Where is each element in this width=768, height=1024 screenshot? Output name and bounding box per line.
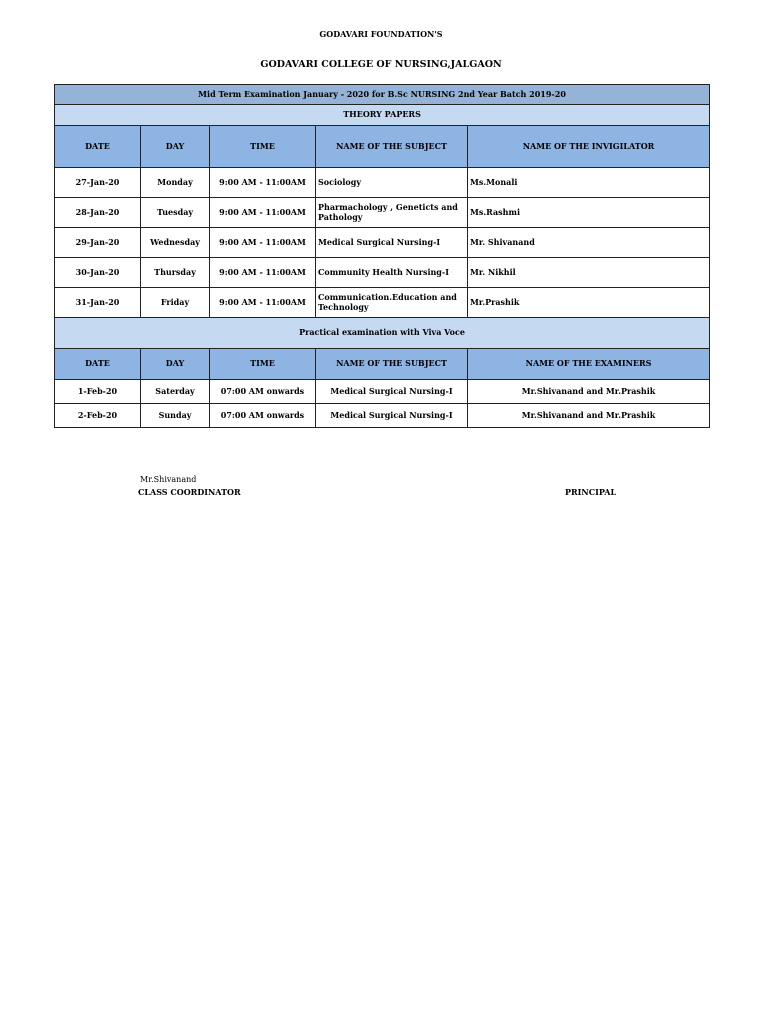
subject-cell: Medical Surgical Nursing-I — [316, 228, 468, 258]
column-header-subject: NAME OF THE SUBJECT — [316, 349, 468, 380]
invigilator-cell: Mr. Nikhil — [468, 258, 710, 288]
date-cell: 29-Jan-20 — [55, 228, 141, 258]
invigilator-cell: Ms.Rashmi — [468, 198, 710, 228]
subject-cell: Pharmachology , Geneticts and Pathology — [316, 198, 468, 228]
invigilator-cell: Ms.Monali — [468, 168, 710, 198]
foundation-name: GODAVARI FOUNDATION'S — [319, 29, 443, 39]
time-cell: 07:00 AM onwards — [210, 380, 316, 404]
table-row — [55, 228, 710, 258]
theory-papers-label: THEORY PAPERS — [55, 105, 710, 126]
subject-cell: Medical Surgical Nursing-I — [316, 404, 468, 428]
column-header-subject: NAME OF THE SUBJECT — [316, 126, 468, 168]
subject-cell: Sociology — [316, 168, 468, 198]
date-cell: 30-Jan-20 — [55, 258, 141, 288]
practical-header-row — [55, 349, 710, 380]
table-row — [55, 258, 710, 288]
column-header-examiners: NAME OF THE EXAMINERS — [468, 349, 710, 380]
column-header-date: DATE — [55, 349, 141, 380]
time-cell: 07:00 AM onwards — [210, 404, 316, 428]
class-coordinator-label: CLASS COORDINATOR — [138, 487, 241, 497]
date-cell: 31-Jan-20 — [55, 288, 141, 318]
principal-label: PRINCIPAL — [565, 487, 617, 497]
column-header-time: TIME — [210, 349, 316, 380]
time-cell: 9:00 AM - 11:00AM — [210, 228, 316, 258]
day-cell: Saterday — [141, 380, 210, 404]
college-name: GODAVARI COLLEGE OF NURSING,JALGAON — [260, 59, 502, 70]
examiners-cell: Mr.Shivanand and Mr.Prashik — [468, 380, 710, 404]
examiners-cell: Mr.Shivanand and Mr.Prashik — [468, 404, 710, 428]
day-cell: Friday — [141, 288, 210, 318]
time-cell: 9:00 AM - 11:00AM — [210, 198, 316, 228]
subject-cell: Communication.Education and Technology — [316, 288, 468, 318]
table-row — [55, 168, 710, 198]
column-header-day: DAY — [141, 126, 210, 168]
day-cell: Sunday — [141, 404, 210, 428]
exam-schedule-table — [54, 84, 710, 428]
table-row — [55, 288, 710, 318]
coordinator-name: Mr.Shivanand — [140, 475, 197, 484]
practical-exam-label: Practical examination with Viva Voce — [55, 318, 710, 349]
day-cell: Tuesday — [141, 198, 210, 228]
subject-cell: Medical Surgical Nursing-I — [316, 380, 468, 404]
table-title-row — [55, 85, 710, 105]
day-cell: Wednesday — [141, 228, 210, 258]
day-cell: Thursday — [141, 258, 210, 288]
table-row — [55, 380, 710, 404]
time-cell: 9:00 AM - 11:00AM — [210, 258, 316, 288]
column-header-time: TIME — [210, 126, 316, 168]
theory-header-row — [55, 126, 710, 168]
table-row — [55, 198, 710, 228]
time-cell: 9:00 AM - 11:00AM — [210, 288, 316, 318]
theory-band-row — [55, 105, 710, 126]
invigilator-cell: Mr. Shivanand — [468, 228, 710, 258]
date-cell: 2-Feb-20 — [55, 404, 141, 428]
invigilator-cell: Mr.Prashik — [468, 288, 710, 318]
date-cell: 27-Jan-20 — [55, 168, 141, 198]
day-cell: Monday — [141, 168, 210, 198]
time-cell: 9:00 AM - 11:00AM — [210, 168, 316, 198]
column-header-day: DAY — [141, 349, 210, 380]
column-header-invigilator: NAME OF THE INVIGILATOR — [468, 126, 710, 168]
exam-title: Mid Term Examination January - 2020 for B.Sc NURSING 2nd Year Batch 2019-20 — [55, 85, 710, 105]
date-cell: 28-Jan-20 — [55, 198, 141, 228]
date-cell: 1-Feb-20 — [55, 380, 141, 404]
table-row — [55, 404, 710, 428]
subject-cell: Community Health Nursing-I — [316, 258, 468, 288]
column-header-date: DATE — [55, 126, 141, 168]
practical-band-row — [55, 318, 710, 349]
